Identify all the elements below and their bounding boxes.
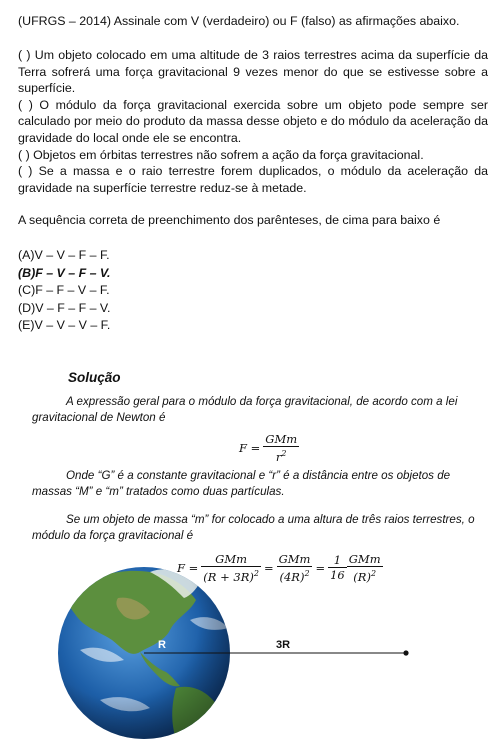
option-e: (E)V – V – V – F. xyxy=(18,318,111,332)
radius-label: R xyxy=(158,639,166,651)
option-c: (C)F – F – V – F. xyxy=(18,283,110,297)
option-d: (D)V – F – F – V. xyxy=(18,300,111,315)
formula-newton: F = $\frac{\text{GMm}}{r^2}$ xyxy=(239,432,298,464)
statement-item: ( ) Se a massa e o raio terrestre forem duplicados, o módulo da aceleração da gravidade na superfície terrestre reduz-se à metade. xyxy=(18,164,488,195)
question-header: (UFRGS – 2014) Assinale com V (verdadeiro) ou F (falso) as afirmações abaixo. xyxy=(18,14,460,28)
solution-paragraph-3: Se um objeto de massa “m” for colocado a uma altura de três raios terrestres, o módulo da força gravitacional é xyxy=(32,513,475,542)
three-radii-label: 3R xyxy=(276,639,291,651)
option-a: (A)V – V – F – F. xyxy=(18,248,110,262)
solution-paragraph-2: Onde “G” é a constante gravitacional e “r” é a distância entre os objetos de massas “M” e “m” tratados como duas partículas. xyxy=(32,469,451,498)
object-point xyxy=(403,650,408,655)
question-prompt: A sequência correta de preenchimento dos parênteses, de cima para baixo é xyxy=(18,213,441,227)
statement-item: ( ) Objetos em órbitas terrestres não sofrem a ação da força gravitacional. xyxy=(18,147,424,162)
statement-item: ( ) O módulo da força gravitacional exercida sobre um objeto pode sempre ser calculado por meio do produto da massa desse objeto e do módulo da aceleração da gravidade do local onde ele se encontra. xyxy=(18,97,488,145)
statement-item: ( ) Um objeto colocado em uma altitude de 3 raios terrestres acima da superfície da Terra sofrerá uma força gravitacional 9 vezes menor do que se estivesse sobre a superfície. xyxy=(18,48,488,96)
formula-three-radii: F = $\frac{\text{GMm}}{(R + 3R)^2}$ = $\frac{\text{GMm}}{(4R)^2}$ = $\frac{1}{16}$ $\frac{\text{GMm}}{(R)^2}$ xyxy=(177,552,381,584)
option-b-correct: (B)F – V – F – V. xyxy=(18,265,111,280)
solution-paragraph-1: A expressão geral para o módulo da força gravitacional, de acordo com a lei gravitacional de Newton é xyxy=(32,395,458,424)
solution-title: Solução xyxy=(68,370,121,385)
